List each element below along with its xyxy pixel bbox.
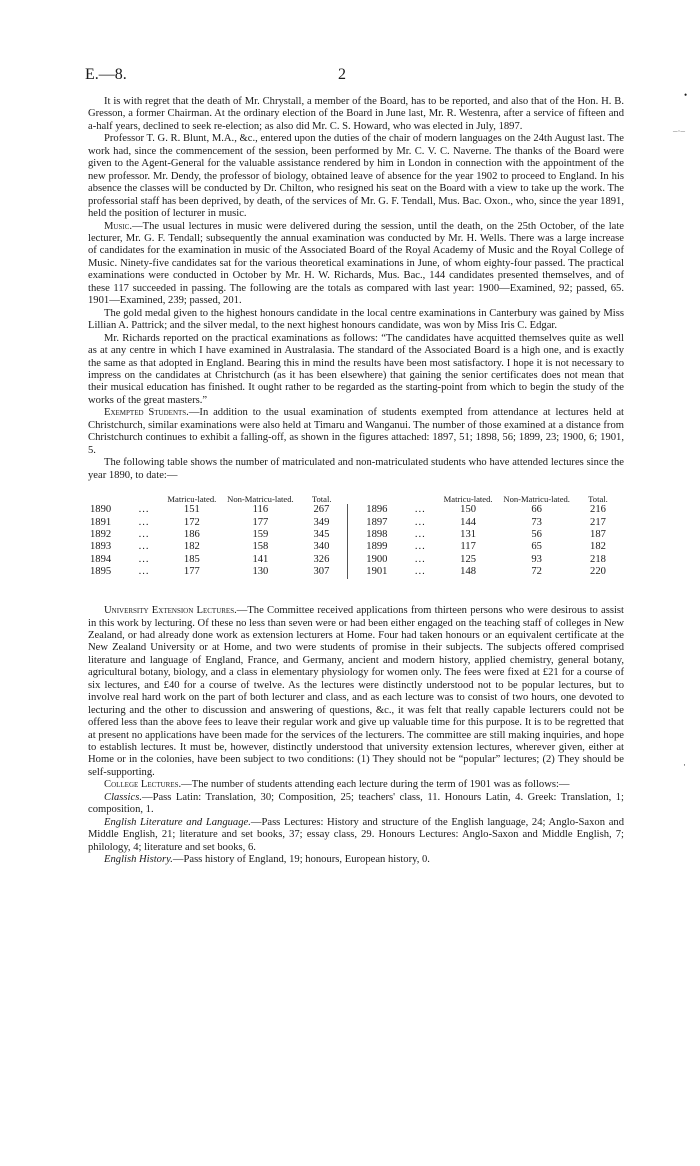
section-heading: University Extension Lectures.: [104, 605, 237, 617]
table-row: 1894 ... 185 141 326 1900 ... 125 93 218: [90, 553, 606, 565]
students-table: [88, 484, 624, 579]
paragraph: The following table shows the number of matriculated and non-matriculated students who have attended lectures since the year 1890, to date:—: [88, 457, 624, 481]
paragraph: Exempted Students.—In addition to the usual examination of students exempted from attendance at lectures held at Christchurch, similar examinations were also held at Timaru and Wanganui. The number of those examined at a distance from Christchurch continues to exhibit a falling-off, as shown in the figures attached: 1897, 51; 1898, 56; 1899, 23; 1900, 6; 1901, 5.: [88, 407, 625, 456]
column-header: Total.: [311, 493, 332, 504]
section-heading: Music.: [104, 220, 133, 232]
column-header: Matricu-lated.: [443, 493, 493, 504]
page-number: 2: [338, 66, 346, 83]
column-header: Matricu-lated.: [167, 493, 217, 504]
paragraph: English Literature and Language.—Pass Lectures: History and structure of the English language, 24; Anglo-Saxon and Middle English, 21; literature and set books, 37; essay class, 29. Honours Lectures: Anglo-Saxon and Middle English, 7; philology, 4; literature and set books, 6.: [88, 816, 624, 853]
table-row: 1890 ... 151 116 267 1896 ... 150 66 216: [90, 504, 606, 516]
section-heading: English Literature and Language.: [104, 816, 251, 828]
students-table-wrapper: [88, 484, 624, 602]
column-header: Non-Matricu-lated.: [503, 493, 570, 504]
section-heading: English History.: [104, 854, 173, 866]
paragraph: University Extension Lectures.—The Committee received applications from thirteen persons who were desirous to assist in this work by lecturing. Of these no less than seven were or had been either engaged on the teaching staff of colleges in New Zealand, or had already done work as extension lecturers at Home. Four had taken honours or an equivalent certificate at the New Zealand University or at Home, and two were students of promise in their subjects. The subjects offered comprised literature and language of England, France, and Germany, ancient and modern history, applied chemistry, general botany, agricultural botany, biology, and a class in elementary physiology for women only. The fees were fixed at £21 for a course of six lectures, and £40 for a course of twelve. As the lectures were distinctly understood not to be popular lectures, but to involve real hard work on the part of both lecturer and class, and as each lecture was to consist of two hours, one devoted to lecturing and the other to discussion and answering of questions, &c., it was felt that really capable lecturers could not be offered less than the above fees to leave their regular work and give up valuable time for this purpose. It is to be regretted that at present no applications have been made for the services of the lecturers. The committee are still making inquiries, and hope to establish lectures. It must be, however, distinctly understood that university extension lectures, wherever given, either at Home or in the colonies, have been subject to two conditions: (1) They should not be “popular” lectures; (2) They should be self-supporting.: [88, 605, 624, 778]
document-reference: E.—8.: [85, 66, 127, 83]
paragraph: English History.—Pass history of England, 19; honours, European history, 0.: [104, 854, 430, 866]
section-heading: College Lectures.: [104, 779, 182, 791]
paragraph: The gold medal given to the highest honours candidate in the local centre examinations in Canterbury was gained by Miss Lillian A. Pattrick; and the silver medal, to the next highest honours candidate, was won by Miss Iris C. Edgar.: [88, 307, 624, 332]
page-header: [0, 66, 700, 86]
paragraph: Professor T. G. R. Blunt, M.A., &c., entered upon the duties of the chair of modern languages on the 24th August last. The work had, since the commencement of the session, been performed by Mr. C. V. C. Naverne. The thanks of the Board were given to the Agent-General for the valuable assistance rendered by him in London in connection with the appointment of the new professor. Mr. Dendy, the professor of biology, obtained leave of absence for the year 1902 to proceed to England. In his absence the classes will be conducted by Dr. Chilton, who resigned his seat on the Board with a view to take up the work. The professorial staff has been deprived, by death, of the services of Mr. G. F. Tendall, Mus. Bac. Oxon., who, since the year 1891, held the position of lecturer in music.: [88, 133, 624, 220]
table-row: 1895 ... 177 130 307 1901 ... 148 72 220: [90, 566, 606, 578]
paragraph: Music.—The usual lectures in music were delivered during the session, until the death, on the 25th October, of the late lecturer, Mr. G. F. Tendall; subsequently the annual examination was conducted by Mr. H. Wells. There was a large increase of candidates for the examination in music of the Associated Board of the Royal Academy of Music and the Royal College of Music. Ninety-five candidates sat for the various theoretical examinations in June, of whom eighty-four passed. The practical examinations were conducted in October by Mr. H. W. Richards, Mus. Bac., 144 candidates presented themselves, and of these 117 succeeded in passing. The following are the totals as compared with last year: 1900—Examined, 92; passed, 65. 1901—Examined, 239; passed, 201.: [88, 220, 624, 307]
table-header-row: [88, 484, 624, 504]
column-header: Total.: [588, 493, 608, 504]
table-row: 1893 ... 182 158 340 1899 ... 117 65 182: [90, 541, 606, 553]
table-row: 1891 ... 172 177 349 1897 ... 144 73 217: [90, 516, 606, 528]
margin-mark: •: [684, 90, 688, 100]
body-text: [88, 96, 624, 867]
paragraph: Mr. Richards reported on the practical examinations as follows: “The candidates have acquitted themselves quite as well as at any centre in which I have examined in Australasia. The standard of the Associated Board is a high one, and is exactly the same as that adopted in England. Bearing this in mind the results have been most satisfactory. I hope it is not necessary to impress on the candidates at Christchurch (as it has been elsewhere) that gaining the senior certificates does not mean that their musical education has finished. It ought rather to be regarded as the starting-point from which to begin the study of the works of the great masters.”: [88, 332, 624, 406]
paragraph: It is with regret that the death of Mr. Chrystall, a member of the Board, has to be reported, and also that of the Hon. H. B. Gresson, a former Chairman. At the ordinary election of the Board in June last, Mr. R. Westenra, after a service of fifteen and a-half years, declined to seek re-election; as also did Mr. C. S. Howard, who was elected in July, 1897.: [88, 96, 624, 132]
column-header: Non-Matricu-lated.: [227, 493, 294, 504]
paragraph: College Lectures.—The number of students attending each lecture during the term of 1901 was as follows:—: [104, 779, 570, 791]
margin-mark: ·: [683, 760, 686, 770]
paragraph: Classics.—Pass Latin: Translation, 30; Composition, 25; teachers' class, 11. Honours Latin, 4. Greek: Translation, 1; composition, 1.: [88, 791, 624, 816]
table-row: 1892 ... 186 159 345 1898 ... 131 56 187: [90, 528, 606, 540]
section-heading: Classics.: [104, 791, 142, 803]
section-heading: Exempted Students.: [104, 407, 189, 419]
margin-mark: –·–: [673, 126, 685, 136]
